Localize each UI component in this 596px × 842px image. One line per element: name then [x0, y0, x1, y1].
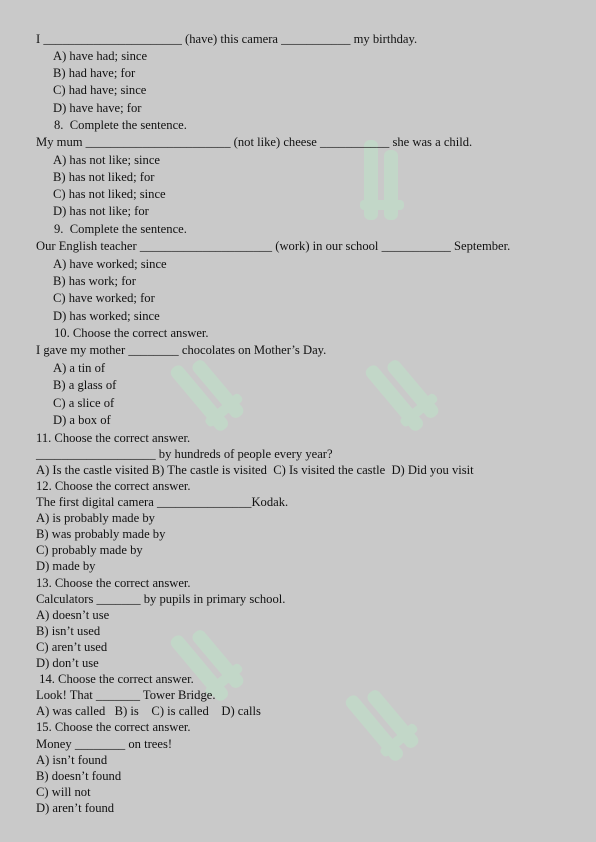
- question-title: 13. Choose the correct answer.: [36, 576, 191, 590]
- question-title: 12. Choose the correct answer.: [36, 479, 191, 493]
- watermark-logo: [354, 328, 496, 481]
- answer-option: C) had have; since: [53, 83, 147, 97]
- answer-option: A) isn’t found: [36, 753, 108, 767]
- answer-option: C) probably made by: [36, 543, 143, 557]
- answer-option: D) made by: [36, 559, 96, 573]
- answer-option: C) has not liked; since: [53, 187, 166, 201]
- question-title: 11. Choose the correct answer.: [36, 431, 191, 445]
- answer-option: B) doesn’t found: [36, 769, 122, 783]
- answer-option: D) don’t use: [36, 656, 99, 670]
- question-title: 10. Choose the correct answer.: [54, 326, 209, 340]
- answer-option: D) has not like; for: [53, 204, 149, 218]
- answer-option: A) a tin of: [53, 361, 106, 375]
- answer-option: A) have worked; since: [53, 257, 167, 271]
- answer-option: B) was probably made by: [36, 527, 166, 541]
- answer-option: A) have had; since: [53, 49, 148, 63]
- answer-option: B) has not liked; for: [53, 170, 155, 184]
- question-stem: I ______________________ (have) this camera ___________ my birthday.: [36, 32, 418, 46]
- answer-option: A) is probably made by: [36, 511, 155, 525]
- answer-option: D) a box of: [53, 413, 111, 427]
- question-stem: I gave my mother ________ chocolates on Mother’s Day.: [36, 343, 327, 357]
- answer-option: A) doesn’t use: [36, 608, 110, 622]
- question-stem: Our English teacher _____________________ (work) in our school ___________ September.: [36, 239, 511, 253]
- answer-option: B) a glass of: [53, 378, 117, 392]
- watermark-logo: [334, 658, 476, 811]
- answer-option: C) have worked; for: [53, 291, 155, 305]
- question-title: 8. Complete the sentence.: [54, 118, 187, 132]
- question-title: 14. Choose the correct answer.: [36, 672, 194, 686]
- answer-option: D) aren’t found: [36, 801, 115, 815]
- answer-option: C) aren’t used: [36, 640, 108, 654]
- question-stem: The first digital camera _______________Kodak.: [36, 495, 289, 509]
- question-stem: ___________________ by hundreds of people every year?: [36, 447, 333, 461]
- answer-options-line: A) Is the castle visited B) The castle is visited C) Is visited the castle D) Did you visit: [36, 463, 474, 477]
- question-stem: Calculators _______ by pupils in primary school.: [36, 592, 286, 606]
- question-stem: My mum _______________________ (not like) cheese ___________ she was a child.: [36, 135, 473, 149]
- answer-option: B) has work; for: [53, 274, 136, 288]
- answer-option: C) a slice of: [53, 396, 115, 410]
- question-stem: Money ________ on trees!: [36, 737, 173, 751]
- answer-option: A) has not like; since: [53, 153, 161, 167]
- answer-option: C) will not: [36, 785, 91, 799]
- question-title: 9. Complete the sentence.: [54, 222, 187, 236]
- answer-option: D) has worked; since: [53, 309, 160, 323]
- answer-option: D) have have; for: [53, 101, 142, 115]
- watermark-logo: [360, 130, 420, 280]
- question-title: 15. Choose the correct answer.: [36, 720, 191, 734]
- answer-option: B) had have; for: [53, 66, 136, 80]
- question-stem: Look! That _______ Tower Bridge.: [36, 688, 216, 702]
- answer-options-line: A) was called B) is C) is called D) calls: [36, 704, 261, 718]
- answer-option: B) isn’t used: [36, 624, 101, 638]
